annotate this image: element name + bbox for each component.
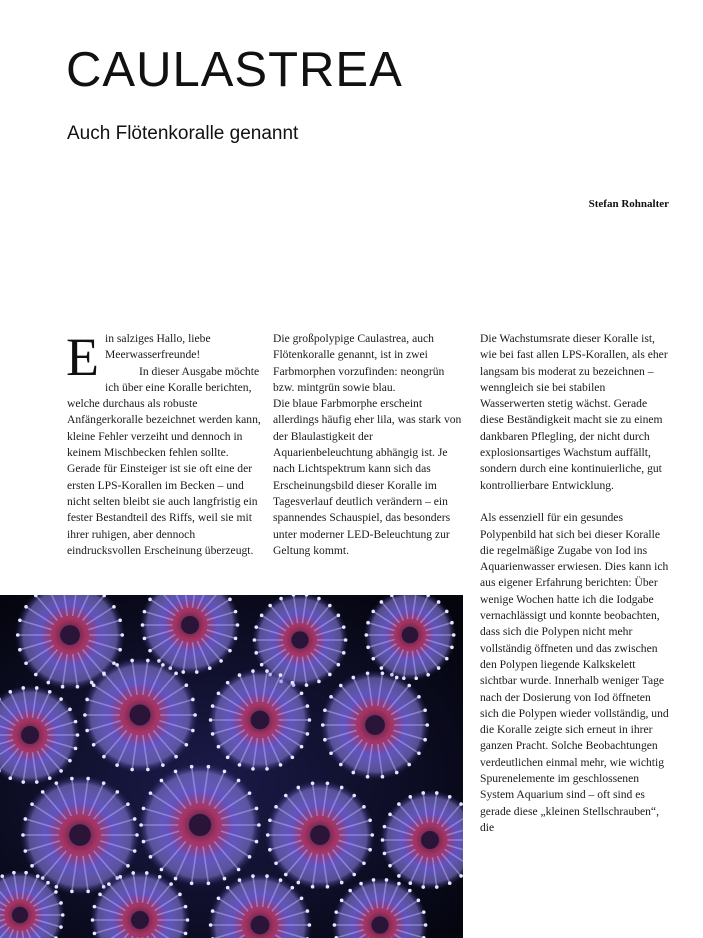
text-column-1 [66,327,261,559]
paragraph: In dieser Ausgabe möchte ich über eine Koralle berichten, welche durchaus als robuste Anfängerkoralle bezeichnet werden kann, kleine Fehler verzeiht und dennoch in keinem Mischbecken fehlen sollte. Gerade für Einsteiger ist sie oft eine der ersten LPS-Korallen im Becken – und nicht selten bleibt sie auch langfristig ein fester Bestandteil des Riffs, weil sie mit ihrer ruhigen, aber dennoch eindrucksvollen Erscheinung überzeugt. [67,364,261,557]
intro-text: in salziges Hallo, liebe Meerwasserfreunde! [105,332,211,362]
coral-photo-icon [0,595,463,938]
paragraph: Als essenziell für ein gesundes Polypenbild hat sich bei dieser Koralle die regelmäßige Zugabe von Iod ins Aquarienwasser erwiesen. Dies kann ich aus eigener Erfahrung berichten: Über wenige Wochen hatte ich die Iodgabe vernachlässigt und konnte beobachten, dass sich die Polypen nicht mehr vollständig öffneten und das zwischen den Polypen liegende Kalkskelett sichtbar wurde. Innerhalb weniger Tage nach der Dosierung von Iod öffneten sich die Polypen wieder vollständig, und die Koralle zeigte sich erneut in ihrer ganzen Pracht. Solche Beobachtungen verdeutlichen einmal mehr, wie wichtig Spurenelemente im geschlossenen System Aquarium sind – oft sind es gerade diese „kleinen Stellschrauben“, die [480,511,669,834]
author-name: Stefan Rohnalter [588,198,669,210]
paragraph: Die großpolypige Caulastrea, auch Flötenkoralle genannt, ist in zwei Farbmorphen vorzufinden: neongrün bzw. mintgrün sowie blau. [273,332,445,394]
article-subtitle: Auch Flötenkoralle genannt [67,123,299,144]
text-column-2 [273,331,465,559]
coral-photo [0,595,463,938]
text-column-3 [480,331,672,836]
intro-paragraph [66,327,261,387]
paragraph: Die Wachstumsrate dieser Koralle ist, wie bei fast allen LPS-Korallen, als eher langsam bis moderat zu bezeichnen – wenngleich sie bei stabilen Wasserwerten stetig wächst. Gerade diese Beständigkeit macht sie zu einem dankbaren Pflegling, der nicht durch explosionsartiges Wachstum auffällt, sondern durch eine kontinuierliche, gut kontrollierbare Entwicklung. [480,332,668,492]
paragraph: Die blaue Farbmorphe erscheint allerdings häufig eher lila, was stark von der Blaulastigkeit der Aquarienbeleuchtung abhängig ist. Je nach Lichtspektrum kann sich das Erscheinungsbild dieser Koralle im Tagesverlauf deutlich verändern – ein spannendes Schauspiel, das besonders unter moderner LED-Beleuchtung zur Geltung kommt. [273,397,462,557]
drop-cap: E [66,327,99,387]
article-title: CAULASTREA [66,43,403,97]
